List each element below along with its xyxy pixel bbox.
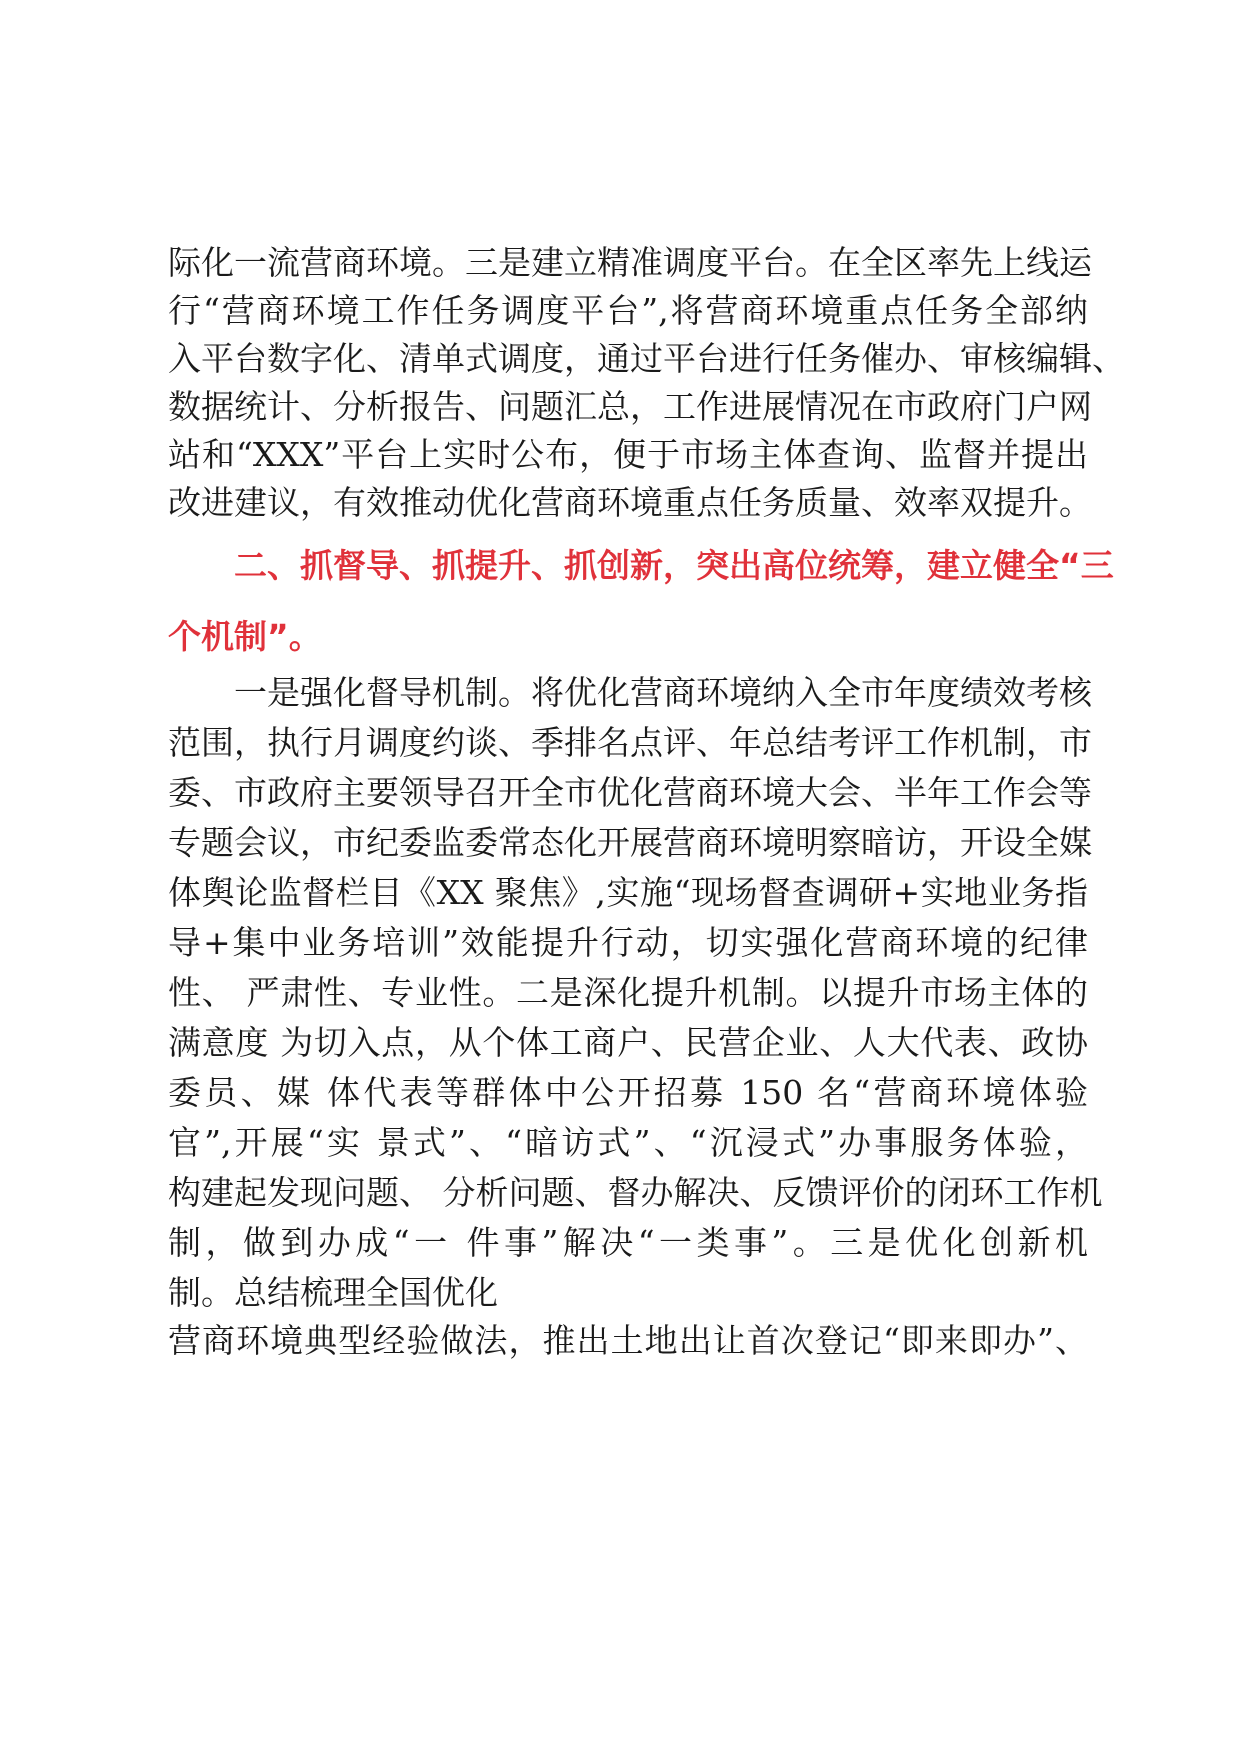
section-heading: 个机制”。 xyxy=(168,617,322,656)
body-text-line: 满意度 为切入点，从个体工商户、民营企业、人大代表、政协 xyxy=(168,1023,1088,1062)
body-text-line: 改进建议，有效推动优化营商环境重点任务质量、效率双提升。 xyxy=(168,483,1092,522)
body-text-line: 行“营商环境工作任务调度平台”,将营商环境重点任务全部纳 xyxy=(168,291,1088,330)
body-text-line: 制，做到办成“一 件事”解决“一类事”。三是优化创新机 xyxy=(168,1223,1088,1262)
body-text-line: 入平台数字化、清单式调度，通过平台进行任务催办、审核编辑、 xyxy=(168,339,1125,378)
body-text-line: 导+集中业务培训”效能提升行动，切实强化营商环境的纪律 xyxy=(168,923,1088,962)
body-text-line: 范围，执行月调度约谈、季排名点评、年总结考评工作机制，市 xyxy=(168,723,1092,762)
body-text-line: 体舆论监督栏目《XX 聚焦》,实施“现场督查调研+实地业务指 xyxy=(168,873,1088,912)
body-text-line: 委、市政府主要领导召开全市优化营商环境大会、半年工作会等 xyxy=(168,773,1092,812)
body-text-line: 官”,开展“实 景式”、“暗访式”、“沉浸式”办事服务体验， xyxy=(168,1123,1088,1162)
body-text-line: 委员、媒 体代表等群体中公开招募 150 名“营商环境体验 xyxy=(168,1073,1088,1112)
body-text-line: 一是强化督导机制。将优化营商环境纳入全市年度绩效考核 xyxy=(234,673,1092,712)
body-text-line: 数据统计、分析报告、问题汇总，工作进展情况在市政府门户网 xyxy=(168,387,1092,426)
body-text-line: 制。总结梳理全国优化 xyxy=(168,1273,498,1312)
body-text-line: 专题会议，市纪委监委常态化开展营商环境明察暗访，开设全媒 xyxy=(168,823,1092,862)
body-text-line: 站和“XXX”平台上实时公布，便于市场主体查询、监督并提出 xyxy=(168,435,1088,474)
body-text-line: 际化一流营商环境。三是建立精准调度平台。在全区率先上线运 xyxy=(168,243,1092,282)
body-text-line: 营商环境典型经验做法，推出土地出让首次登记“即来即办”、 xyxy=(168,1321,1088,1360)
section-heading: 二、抓督导、抓提升、抓创新，突出高位统筹，建立健全“三 xyxy=(234,546,1114,585)
body-text-line: 性、 严肃性、专业性。二是深化提升机制。以提升市场主体的 xyxy=(168,973,1088,1012)
body-text-line: 构建起发现问题、 分析问题、督办解决、反馈评价的闭环工作机 xyxy=(168,1173,1103,1212)
